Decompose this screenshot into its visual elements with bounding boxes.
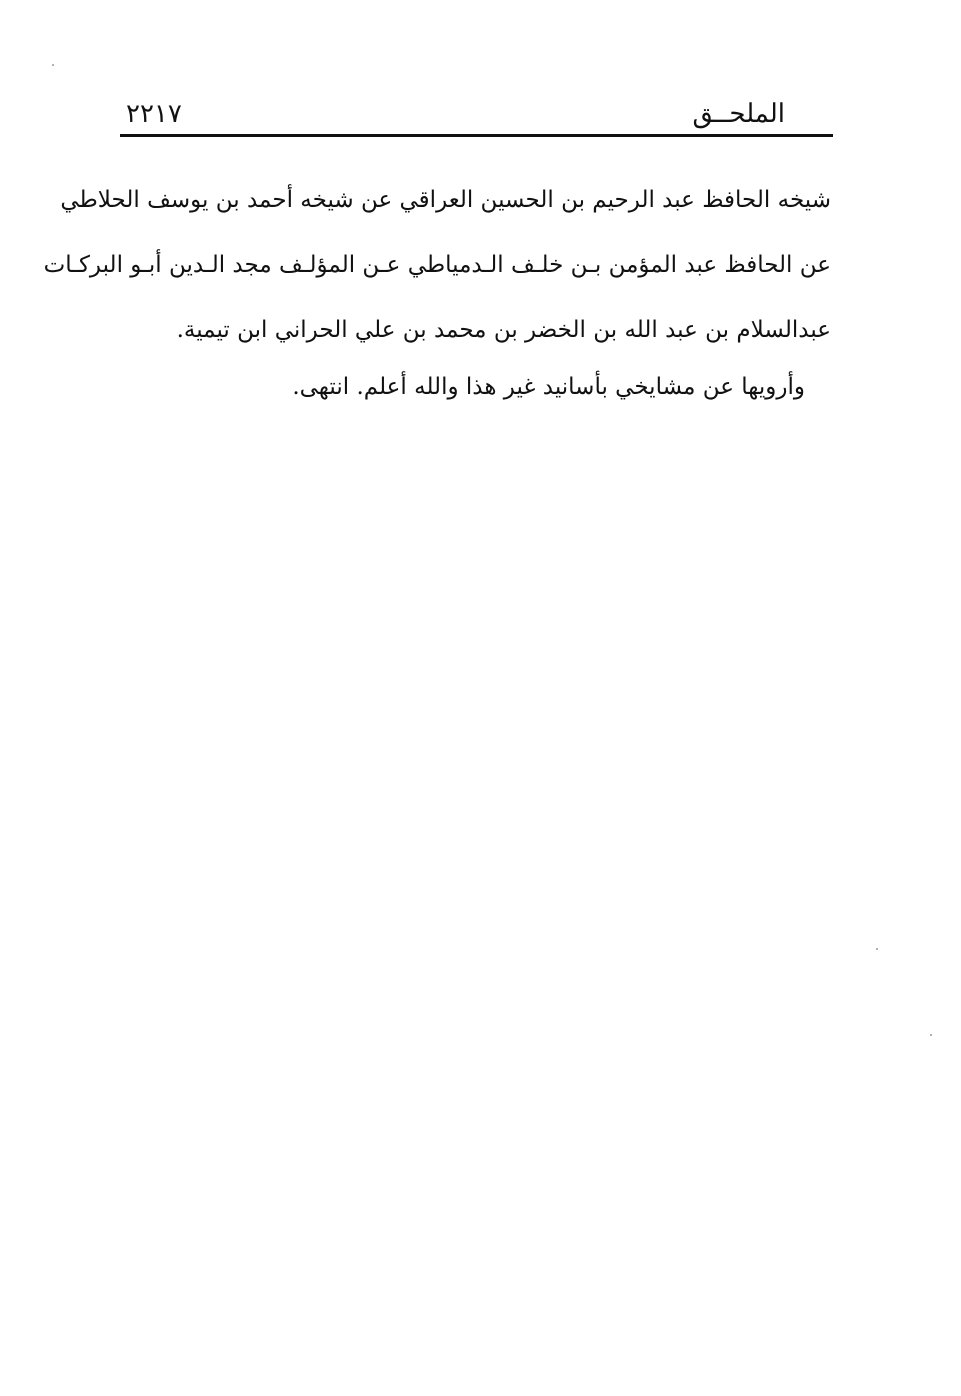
scan-speck [52, 64, 54, 66]
body-text [43, 168, 831, 420]
page-number: ٢٢١٧ [126, 99, 182, 129]
body-line: شيخه الحافظ عبد الرحيم بن الحسين العراقي عن شيخه أحمد بن يوسف الحلاطي [60, 187, 831, 213]
scan-speck [876, 948, 878, 950]
body-paragraph: وأرويها عن مشايخي بأسانيد غير هذا والله أعلم. انتهى. [292, 374, 805, 400]
body-line: عن الحافظ عبد المؤمن بـن خلـف الـدمياطي عـن المؤلـف مجد الـدين أبـو البركـات [43, 252, 831, 278]
running-title: الملحــق [692, 99, 785, 129]
header-rule [120, 134, 833, 137]
page-header [120, 92, 833, 138]
scan-speck [930, 1034, 932, 1036]
body-line: عبدالسلام بن عبد الله بن الخضر بن محمد بن علي الحراني ابن تيمية. [176, 317, 831, 343]
